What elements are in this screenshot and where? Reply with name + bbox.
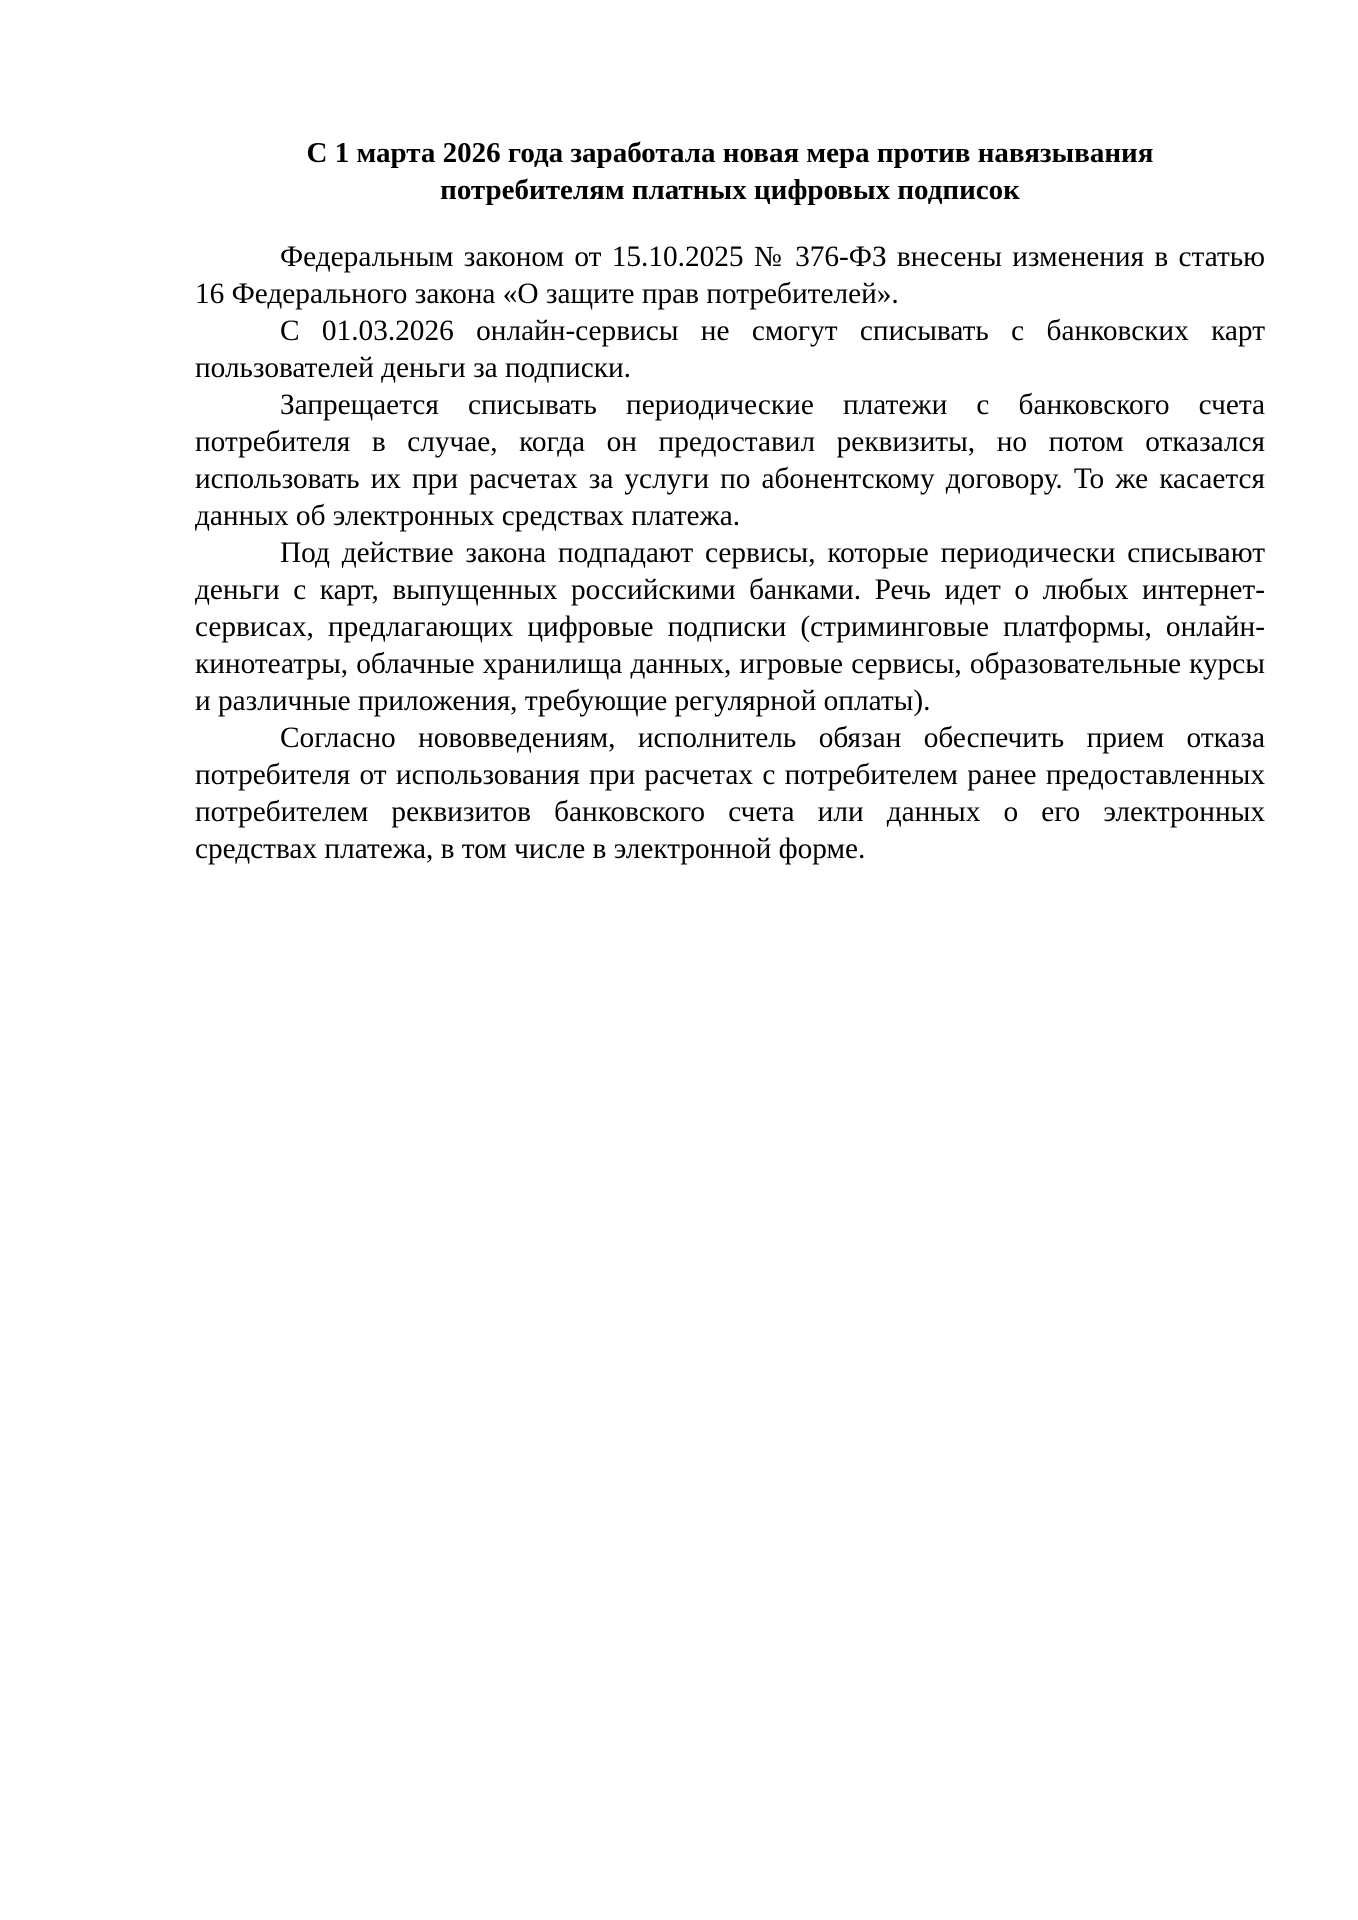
title-line-2: потребителям платных цифровых подписок xyxy=(440,174,1020,206)
paragraph-2: С 01.03.2026 онлайн-сервисы не смогут списывать с банковских карт пользователей деньги за подписки. xyxy=(195,315,1265,384)
paragraph-3: Запрещается списывать периодические платежи с банковского счета потребителя в случае, когда он предоставил реквизиты, но потом отказался использовать их при расчетах за услуги по абонентскому договору. То же касается данных об электронных средствах платежа. xyxy=(195,389,1265,532)
document-title xyxy=(195,135,1265,209)
paragraph-1: Федеральным законом от 15.10.2025 № 376-ФЗ внесены изменения в статью 16 Федерального закона «О защите прав потребителей». xyxy=(195,241,1265,310)
title-line-1: С 1 марта 2026 года заработала новая мера против навязывания xyxy=(306,137,1154,169)
paragraph-5: Согласно нововведениям, исполнитель обязан обеспечить прием отказа потребителя от использования при расчетах с потребителем ранее предоставленных потребителем реквизитов банковского счета или данных о его электронных средствах платежа, в том числе в электронной форме. xyxy=(195,722,1265,865)
document-body xyxy=(195,135,1265,868)
paragraph-4: Под действие закона подпадают сервисы, которые периодически списывают деньги с карт, выпущенных российскими банками. Речь идет о любых интернет-сервисах, предлагающих цифровые подписки (стриминговые платформы, онлайн-кинотеатры, облачные хранилища данных, игровые сервисы, образовательные курсы и различные приложения, требующие регулярной оплаты). xyxy=(195,537,1265,717)
